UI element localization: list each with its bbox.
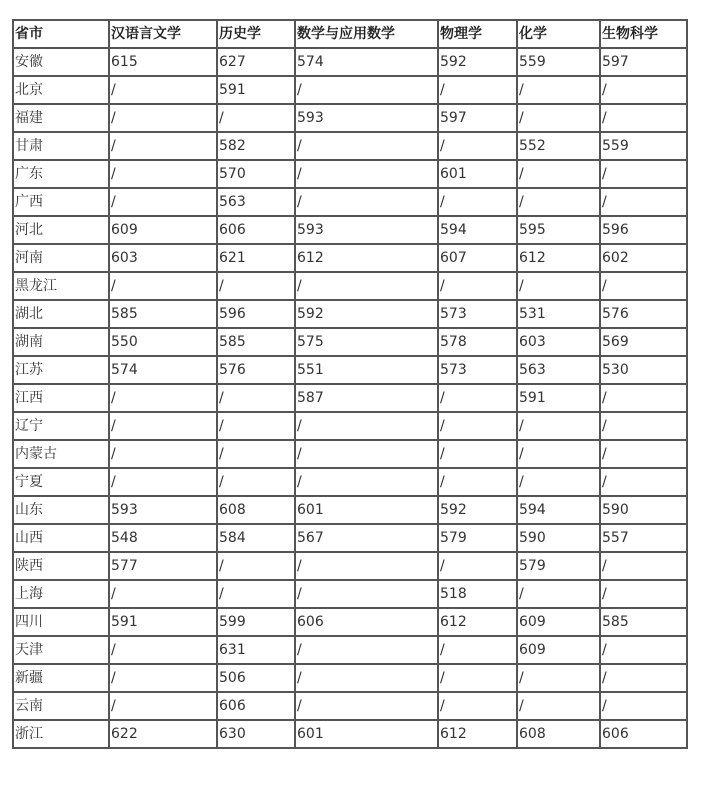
table-cell-biology: / [600, 636, 687, 664]
table-cell-biology: / [600, 580, 687, 608]
table-cell-mathematics: / [295, 692, 438, 720]
table-cell-physics: 607 [438, 244, 517, 272]
table-cell-province: 四川 [13, 608, 109, 636]
table-cell-biology: / [600, 664, 687, 692]
table-cell-mathematics: 601 [295, 496, 438, 524]
table-cell-biology: 602 [600, 244, 687, 272]
header-cell-mathematics: 数学与应用数学 [295, 20, 438, 48]
table-cell-chinese-literature: 609 [109, 216, 217, 244]
table-cell-chinese-literature: / [109, 272, 217, 300]
table-cell-physics: / [438, 664, 517, 692]
table-cell-province: 河北 [13, 216, 109, 244]
table-cell-province: 黑龙江 [13, 272, 109, 300]
table-row [13, 188, 687, 216]
table-cell-mathematics: 575 [295, 328, 438, 356]
table-cell-physics: / [438, 272, 517, 300]
table-cell-chemistry: / [517, 468, 600, 496]
table-cell-mathematics: / [295, 132, 438, 160]
table-cell-history: 591 [217, 76, 295, 104]
table-row [13, 440, 687, 468]
table-cell-chemistry: 552 [517, 132, 600, 160]
table-cell-mathematics: 601 [295, 720, 438, 748]
table-cell-biology: 576 [600, 300, 687, 328]
table-cell-mathematics: / [295, 440, 438, 468]
table-cell-chemistry: / [517, 580, 600, 608]
table-cell-chinese-literature: 574 [109, 356, 217, 384]
table-cell-chemistry: 590 [517, 524, 600, 552]
table-cell-chinese-literature: 577 [109, 552, 217, 580]
table-cell-chemistry: / [517, 692, 600, 720]
table-row [13, 300, 687, 328]
table-cell-history: / [217, 272, 295, 300]
table-cell-chemistry: 559 [517, 48, 600, 76]
table-cell-biology: / [600, 384, 687, 412]
table-cell-biology: 596 [600, 216, 687, 244]
table-cell-biology: / [600, 440, 687, 468]
table-cell-chinese-literature: 585 [109, 300, 217, 328]
header-cell-history: 历史学 [217, 20, 295, 48]
table-cell-province: 天津 [13, 636, 109, 664]
table-cell-history: / [217, 412, 295, 440]
header-cell-province: 省市 [13, 20, 109, 48]
table-cell-biology: 559 [600, 132, 687, 160]
table-cell-province: 山西 [13, 524, 109, 552]
table-cell-biology: 569 [600, 328, 687, 356]
table-cell-history: / [217, 580, 295, 608]
table-cell-mathematics: 587 [295, 384, 438, 412]
table-cell-mathematics: 606 [295, 608, 438, 636]
table-cell-province: 甘肃 [13, 132, 109, 160]
table-cell-biology: 557 [600, 524, 687, 552]
table-cell-chemistry: / [517, 272, 600, 300]
table-cell-physics: / [438, 412, 517, 440]
table-row [13, 664, 687, 692]
table-cell-chinese-literature: 548 [109, 524, 217, 552]
table-cell-physics: 592 [438, 48, 517, 76]
table-cell-province: 福建 [13, 104, 109, 132]
table-cell-chinese-literature: / [109, 412, 217, 440]
table-row [13, 160, 687, 188]
table-cell-physics: 601 [438, 160, 517, 188]
table-cell-physics: / [438, 384, 517, 412]
table-cell-chemistry: 579 [517, 552, 600, 580]
table-cell-biology: 597 [600, 48, 687, 76]
table-cell-physics: 573 [438, 356, 517, 384]
table-cell-chemistry: / [517, 440, 600, 468]
table-cell-province: 内蒙古 [13, 440, 109, 468]
table-cell-mathematics: / [295, 412, 438, 440]
table-cell-physics: 578 [438, 328, 517, 356]
table-header [13, 20, 687, 48]
table-cell-history: 585 [217, 328, 295, 356]
table-cell-mathematics: / [295, 636, 438, 664]
table-cell-province: 山东 [13, 496, 109, 524]
table-cell-chinese-literature: 593 [109, 496, 217, 524]
table-cell-chemistry: / [517, 188, 600, 216]
table-row [13, 608, 687, 636]
table-cell-chinese-literature: 615 [109, 48, 217, 76]
table-cell-province: 湖北 [13, 300, 109, 328]
table-cell-physics: / [438, 636, 517, 664]
table-cell-physics: 597 [438, 104, 517, 132]
table-cell-physics: / [438, 552, 517, 580]
header-cell-biology: 生物科学 [600, 20, 687, 48]
table-cell-history: / [217, 384, 295, 412]
table-cell-province: 江苏 [13, 356, 109, 384]
table-cell-mathematics: 593 [295, 104, 438, 132]
table-cell-province: 湖南 [13, 328, 109, 356]
table-cell-chinese-literature: 550 [109, 328, 217, 356]
table-cell-history: / [217, 468, 295, 496]
table-cell-chemistry: 531 [517, 300, 600, 328]
table-cell-history: 570 [217, 160, 295, 188]
table-cell-biology: / [600, 468, 687, 496]
table-cell-biology: / [600, 188, 687, 216]
table-cell-province: 广东 [13, 160, 109, 188]
table-cell-province: 广西 [13, 188, 109, 216]
table-cell-chinese-literature: / [109, 76, 217, 104]
table-cell-history: 621 [217, 244, 295, 272]
table-row [13, 468, 687, 496]
table-cell-chemistry: 595 [517, 216, 600, 244]
table-cell-mathematics: 551 [295, 356, 438, 384]
table-cell-physics: 592 [438, 496, 517, 524]
table-cell-history: 563 [217, 188, 295, 216]
table-cell-history: 631 [217, 636, 295, 664]
table-cell-province: 宁夏 [13, 468, 109, 496]
table-row [13, 496, 687, 524]
table-cell-history: 606 [217, 216, 295, 244]
table-cell-biology: / [600, 692, 687, 720]
table-cell-chinese-literature: / [109, 664, 217, 692]
header-cell-chinese-literature: 汉语言文学 [109, 20, 217, 48]
table-cell-physics: 579 [438, 524, 517, 552]
table-cell-province: 江西 [13, 384, 109, 412]
table-cell-physics: / [438, 76, 517, 104]
table-cell-biology: 530 [600, 356, 687, 384]
table-cell-biology: 585 [600, 608, 687, 636]
table-cell-chinese-literature: 603 [109, 244, 217, 272]
table-row [13, 580, 687, 608]
table-row [13, 104, 687, 132]
table-cell-province: 北京 [13, 76, 109, 104]
table-cell-chemistry: / [517, 76, 600, 104]
table-row [13, 384, 687, 412]
table-cell-chemistry: 594 [517, 496, 600, 524]
table-cell-mathematics: / [295, 272, 438, 300]
table-cell-chinese-literature: 591 [109, 608, 217, 636]
table-row [13, 720, 687, 748]
table-cell-physics: 594 [438, 216, 517, 244]
table-cell-history: 606 [217, 692, 295, 720]
table-cell-chemistry: 612 [517, 244, 600, 272]
table-cell-biology: / [600, 76, 687, 104]
table-row [13, 328, 687, 356]
table-cell-chinese-literature: / [109, 104, 217, 132]
table-cell-biology: 606 [600, 720, 687, 748]
table-cell-province: 辽宁 [13, 412, 109, 440]
table-row [13, 76, 687, 104]
table-cell-physics: / [438, 692, 517, 720]
table-cell-chemistry: 563 [517, 356, 600, 384]
table-row [13, 356, 687, 384]
header-row [13, 20, 687, 48]
table-cell-chinese-literature: / [109, 188, 217, 216]
table-cell-province: 新疆 [13, 664, 109, 692]
table-cell-mathematics: / [295, 160, 438, 188]
table-body [13, 48, 687, 748]
table-cell-chemistry: / [517, 664, 600, 692]
table-cell-province: 安徽 [13, 48, 109, 76]
table-cell-history: / [217, 104, 295, 132]
table-cell-biology: / [600, 160, 687, 188]
table-cell-physics: / [438, 440, 517, 468]
table-row [13, 412, 687, 440]
table-cell-physics: 612 [438, 720, 517, 748]
table-cell-history: 630 [217, 720, 295, 748]
table-cell-physics: 573 [438, 300, 517, 328]
table-cell-chinese-literature: / [109, 160, 217, 188]
table-cell-chemistry: 609 [517, 608, 600, 636]
table-cell-chemistry: 603 [517, 328, 600, 356]
table-row [13, 552, 687, 580]
table-row [13, 524, 687, 552]
table-cell-mathematics: / [295, 664, 438, 692]
table-cell-biology: / [600, 412, 687, 440]
table-cell-province: 浙江 [13, 720, 109, 748]
table-cell-mathematics: / [295, 76, 438, 104]
table-cell-chinese-literature: 622 [109, 720, 217, 748]
table-cell-chemistry: 609 [517, 636, 600, 664]
table-cell-chemistry: / [517, 412, 600, 440]
table-cell-history: / [217, 552, 295, 580]
table-cell-province: 上海 [13, 580, 109, 608]
table-cell-chemistry: 591 [517, 384, 600, 412]
table-cell-physics: 612 [438, 608, 517, 636]
table-cell-mathematics: 612 [295, 244, 438, 272]
table-cell-history: 582 [217, 132, 295, 160]
header-cell-chemistry: 化学 [517, 20, 600, 48]
table-row [13, 272, 687, 300]
table-cell-mathematics: / [295, 552, 438, 580]
table-cell-biology: / [600, 104, 687, 132]
table-cell-history: 608 [217, 496, 295, 524]
table-cell-mathematics: / [295, 580, 438, 608]
table-cell-biology: / [600, 552, 687, 580]
table-cell-mathematics: 593 [295, 216, 438, 244]
table-row [13, 216, 687, 244]
table-cell-chinese-literature: / [109, 440, 217, 468]
table-row [13, 48, 687, 76]
table-cell-history: 596 [217, 300, 295, 328]
table-cell-chinese-literature: / [109, 636, 217, 664]
table-cell-mathematics: 574 [295, 48, 438, 76]
table-cell-chemistry: 608 [517, 720, 600, 748]
table-cell-physics: / [438, 188, 517, 216]
table-cell-physics: 518 [438, 580, 517, 608]
header-cell-physics: 物理学 [438, 20, 517, 48]
table-cell-mathematics: / [295, 468, 438, 496]
score-table [12, 19, 688, 749]
table-cell-history: 584 [217, 524, 295, 552]
table-cell-province: 云南 [13, 692, 109, 720]
table-cell-physics: / [438, 468, 517, 496]
table-cell-chinese-literature: / [109, 580, 217, 608]
table-cell-chinese-literature: / [109, 384, 217, 412]
table-cell-biology: / [600, 272, 687, 300]
table-cell-history: 599 [217, 608, 295, 636]
table-cell-history: / [217, 440, 295, 468]
table-row [13, 692, 687, 720]
table-cell-province: 河南 [13, 244, 109, 272]
table-cell-province: 陕西 [13, 552, 109, 580]
table-cell-chinese-literature: / [109, 132, 217, 160]
table-cell-physics: / [438, 132, 517, 160]
table-cell-chemistry: / [517, 160, 600, 188]
table-row [13, 244, 687, 272]
table-cell-biology: 590 [600, 496, 687, 524]
table-cell-history: 506 [217, 664, 295, 692]
table-cell-mathematics: 567 [295, 524, 438, 552]
table-cell-chinese-literature: / [109, 468, 217, 496]
table-cell-history: 627 [217, 48, 295, 76]
table-cell-chemistry: / [517, 104, 600, 132]
table-cell-history: 576 [217, 356, 295, 384]
table-cell-mathematics: / [295, 188, 438, 216]
table-row [13, 132, 687, 160]
table-row [13, 636, 687, 664]
table-cell-mathematics: 592 [295, 300, 438, 328]
table-cell-chinese-literature: / [109, 692, 217, 720]
